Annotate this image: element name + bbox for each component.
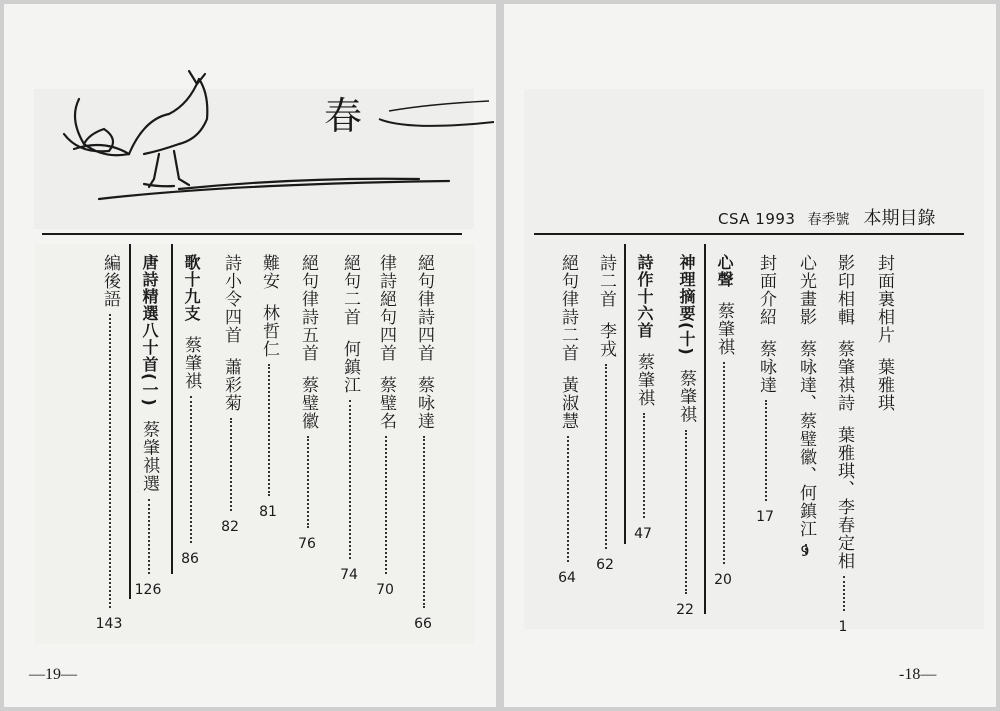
left-page: [4, 4, 496, 707]
toc-entry-author: 蔡璧名: [376, 376, 396, 430]
section-divider-bar: [171, 244, 173, 574]
header-rule: [534, 233, 964, 235]
section-divider-bar: [704, 244, 706, 614]
toc-entry-author: 李戎: [596, 322, 616, 358]
toc-entry[interactable]: [634, 254, 654, 524]
toc-entry-author: 蔡肇祺: [714, 302, 734, 356]
toc-entry[interactable]: [558, 254, 578, 568]
toc-page-number: 20: [714, 572, 732, 588]
toc-entry-author: 黃淑慧: [558, 376, 578, 430]
toc-page-number: 17: [756, 509, 774, 525]
section-divider-bar: [129, 244, 131, 599]
toc-entry-author: 蔡咏達: [414, 376, 434, 430]
toc-entry-author: 蔡咏達: [756, 340, 776, 394]
toc-entry[interactable]: [414, 254, 434, 614]
leader-dots: [349, 400, 351, 559]
leader-dots: [148, 499, 150, 574]
leader-dots: [567, 436, 569, 562]
toc-entry-title: 心光畫影: [796, 254, 816, 326]
toc-title: 本期目錄: [863, 208, 936, 229]
toc-entry-title: 絕句律詩五首: [298, 254, 318, 362]
toc-entry-author: 何鎮江: [340, 340, 360, 394]
toc-entry[interactable]: [340, 254, 360, 565]
toc-page-number: 62: [596, 557, 614, 573]
season-label: 春季號: [807, 212, 850, 228]
toc-entry[interactable]: [834, 254, 854, 617]
toc-page-number: 126: [134, 582, 162, 598]
toc-entry[interactable]: [100, 254, 120, 614]
toc-entry[interactable]: [259, 254, 279, 502]
page-folio: -18—: [899, 666, 937, 683]
toc-entry-author: 蔡肇祺: [634, 353, 654, 407]
toc-entry-author: 蔡肇祺: [676, 369, 696, 424]
toc-page-number: 74: [340, 567, 358, 583]
toc-entry-title: 編後語: [100, 254, 120, 308]
toc-page-number: 64: [558, 570, 576, 586]
section-divider-bar: [624, 244, 626, 544]
leader-dots: [190, 396, 192, 543]
leader-dots: [723, 362, 725, 564]
toc-entry-title: 詩小令四首: [221, 254, 241, 344]
toc-entry-title: 影印相輯: [834, 254, 854, 326]
toc-entry-title: 心聲: [715, 254, 734, 288]
page-folio: —19—: [29, 666, 77, 683]
toc-entry-title: 封面裏相片: [874, 254, 894, 344]
toc-page-number: 81: [259, 504, 277, 520]
toc-entry-author: 林哲仁: [259, 304, 279, 358]
leader-dots: [385, 436, 387, 574]
toc-entry-author: 蔡肇祺選: [139, 420, 159, 493]
toc-page-number: 9: [800, 544, 810, 560]
toc-entry[interactable]: [874, 254, 894, 412]
toc-entry[interactable]: [676, 254, 696, 600]
toc-entry[interactable]: [298, 254, 318, 534]
leader-dots: [643, 413, 645, 518]
leader-dots: [843, 576, 845, 611]
toc-entry[interactable]: [139, 254, 159, 580]
leader-dots: [605, 364, 607, 549]
brush-character: 春: [324, 94, 363, 138]
toc-header: [718, 204, 935, 230]
toc-entry-author: 蔡肇祺詩: [834, 340, 854, 412]
leader-dots: [268, 364, 270, 496]
toc-page-number: 47: [634, 526, 652, 542]
leader-dots: [685, 430, 687, 594]
toc-entry-credit: 葉雅琪、李春定相: [834, 426, 854, 570]
leader-dots: [230, 418, 232, 511]
toc-entry-title: 封面介紹: [756, 254, 776, 326]
toc-entry-author: 蔡肇祺: [181, 336, 201, 390]
leader-dots: [765, 400, 767, 501]
toc-entry-title: 絕句律詩四首: [414, 254, 434, 362]
toc-page-number: 143: [95, 616, 123, 632]
toc-entry-title: 絕句律詩二首: [558, 254, 578, 362]
toc-entry-title: 歌十九支: [182, 254, 201, 322]
toc-entry-author: 葉雅琪: [874, 358, 894, 412]
toc-entry[interactable]: [756, 254, 776, 507]
toc-entry[interactable]: [796, 254, 816, 560]
toc-entry[interactable]: [596, 254, 616, 555]
toc-page-number: 1: [838, 619, 848, 635]
toc-entry[interactable]: [221, 254, 241, 517]
header-rule: [42, 233, 462, 235]
background-photo: [524, 89, 984, 629]
toc-entry[interactable]: [181, 254, 201, 549]
toc-entry[interactable]: [376, 254, 396, 580]
leader-dots: [307, 436, 309, 528]
rooster-brush-drawing: [49, 59, 496, 209]
leader-dots: [423, 436, 425, 608]
journal-code: CSA 1993: [718, 210, 796, 228]
toc-page-number: 66: [414, 616, 432, 632]
toc-entry-title: 唐詩精選八十首(一): [140, 254, 159, 407]
right-page: [504, 4, 996, 707]
toc-entry-author: 蕭彩菊: [221, 358, 241, 412]
toc-page-number: 22: [676, 602, 694, 618]
toc-entry-author: 蔡咏達、蔡璧徽、何鎮江: [796, 340, 816, 538]
leader-dots: [109, 314, 111, 608]
toc-page-number: 76: [298, 536, 316, 552]
toc-page-number: 86: [181, 551, 199, 567]
toc-page-number: 82: [221, 519, 239, 535]
toc-entry[interactable]: [714, 254, 734, 570]
toc-entry-author: 蔡璧徽: [298, 376, 318, 430]
toc-entry-title: 神理摘要(十): [677, 254, 696, 356]
toc-entry-title: 絕句二首: [340, 254, 360, 326]
toc-entry-title: 律詩絕句四首: [376, 254, 396, 362]
toc-page-number: 70: [376, 582, 394, 598]
toc-entry-title: 詩二首: [596, 254, 616, 308]
toc-entry-title: 難安: [259, 254, 279, 290]
toc-entry-title: 詩作十六首: [635, 254, 654, 339]
